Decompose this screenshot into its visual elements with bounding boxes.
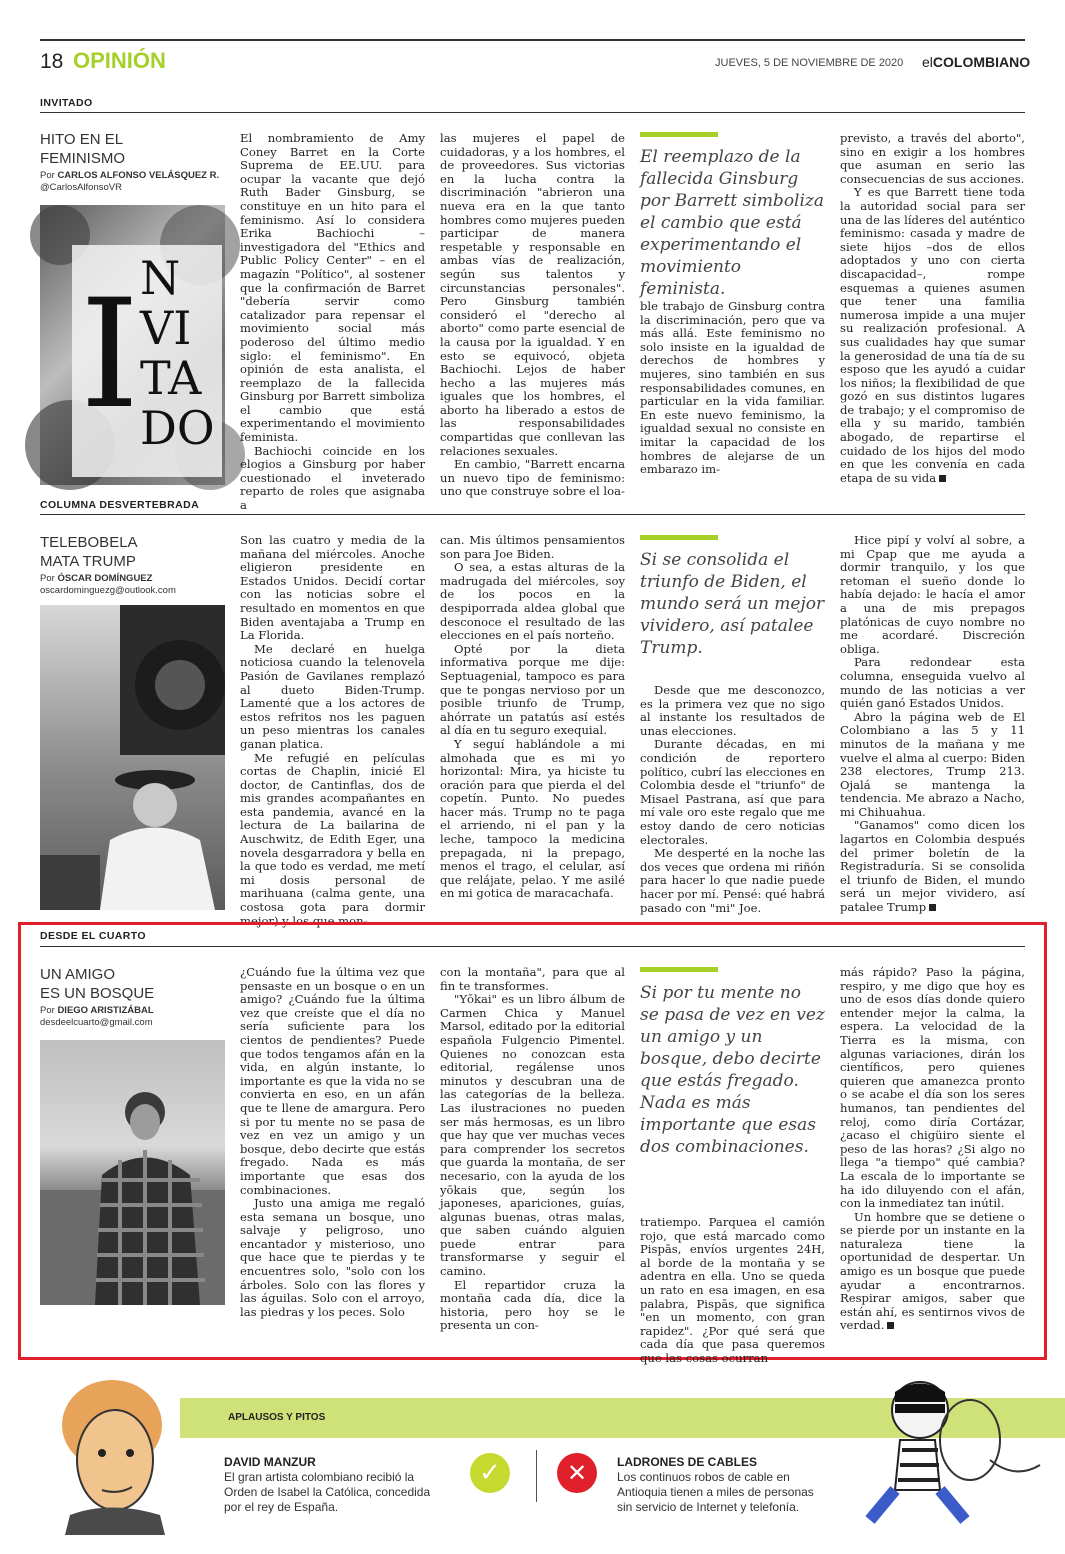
article-column-4 — [840, 534, 1025, 918]
paragraph: Y es que Barrett tiene toda la autoridad social para ser una de las líderes del auténtico feminismo: casada y madre de siete hijos –dos de ellos adoptados y uno con cierta discapacidad–, rompe esquemas a quienes asumen que tener una familia numerosa impide a una mujer su realización profesional. A sus cualidades hay que sumar la generosidad de una tía de su esposo que les ayudó a cuidar los niños; la flexibilidad de que gozó en sus distintos lugares de trabajo; y el compromiso de ella y su marido, también abogado, de repartirse el cuidado de los hijos del modo en que les convenía en cada etapa de su vida — [840, 185, 1025, 485]
cross-icon: ✕ — [557, 1453, 597, 1493]
paragraph: "Ganamos" como dicen los lagartos en Colombia después del primer boletín de la Registraduría. Si se consolida el triunfo de Biden, el mundo será un mejor vividero, así patalee Trump — [840, 818, 1025, 915]
pull-quote: El reemplazo de la fallecida Ginsburg por Barrett simboliza el cambio que está experimentando el movimiento feminista. — [640, 147, 825, 299]
paragraph: tratiempo. Parquea el camión rojo, que está marcado como Pispās, envíos urgentes 24H, al borde de la montaña y se adentra en ella. Uno se queda un rato en esa imagen, en esa palabra, Pispās, que significa "en un momento, con gran rapidez". ¿Por qué será que cada día que pasa queremos que las cosas ocurran — [640, 1215, 825, 1365]
paragraph: ble trabajo de Ginsburg contra la discriminación, pero que va más allá. Este feminismo no solo insiste en la igualdad de derechos de hombres y mujeres, sino también en sus responsabilidades comunes, en particular en la vida familiar. En este nuevo feminismo, la igualdad sexual no consiste en imitar la capacidad de los hombres de alejarse de un embarazo im- — [640, 299, 825, 477]
quote-accent-bar — [640, 967, 718, 972]
aplausos-title: APLAUSOS Y PITOS — [228, 1412, 326, 1423]
end-mark — [939, 475, 946, 482]
paragraph: "Yōkai" es un libro álbum de Carmen Chica y Manuel Marsol, editado por la editorial española Fulgencio Pimentel. Quienes no conozcan esta editorial, regálense unos minutos y descubran una de las categorías de la belleza. Las ilustraciones no pueden ser más hermosas, es un libro que hay que ver muchas veces para comprender los secretos que guarda la montaña, de ser necesario, con la ayuda de los yōkais que, según los japoneses, apariciones, guías, algunas buenas, otras malas, que saben cuándo alguien puede entrar para transformarse y seguir el camino. — [440, 992, 625, 1279]
paragraph: O sea, a estas alturas de la madrugada del miércoles, soy de los pocos en la despiporrada aldea global que desconoce el resultado de las elecciones en el país norteño. — [440, 560, 625, 643]
article-column-4 — [840, 966, 1025, 1344]
badge-line: DO — [140, 401, 215, 455]
quote-accent-bar — [640, 535, 718, 540]
byline — [40, 170, 219, 194]
section-rule — [40, 514, 1025, 515]
article-title — [40, 130, 125, 168]
author-handle: desdeelcuarto@gmail.com — [40, 1017, 153, 1028]
paragraph: can. Mis últimos pensamientos son para Joe Biden. — [440, 533, 625, 561]
title-line: MATA TRUMP — [40, 553, 136, 570]
badge-letters — [140, 253, 215, 453]
article-column-3 — [640, 300, 825, 490]
paragraph: Y seguí hablándole a mi almohada que es mi yo horizontal: Mira, ya hiciste tu oración para que pierda el del copetín. Punto. No puedes hacer más. Trump no te paga el arriendo, ni el pan y la leche, tampoco la medicina prepagada, ni la prepago, menos el trago, el celular, así que relájate, pelao. Y me asilé en mi gotica de maracachafa. — [440, 736, 625, 901]
aplauso-text: El gran artista colombiano recibió la Orden de Isabel la Católica, concedida por el rey de España. — [224, 1470, 431, 1514]
byline — [40, 573, 176, 597]
byline-prefix: Por — [40, 573, 58, 584]
paragraph: previsto, a través del aborto", sino en exigir a los hombres que asuman en serio las consecuencias de sus acciones. — [840, 131, 1025, 186]
paragraph: ¿Cuándo fue la última vez que pensaste en un bosque o en un amigo? ¿Cuándo fue la última vez que creíste que el día no sería suficiente para los cientos de pendientes? Puede que todos tengamos afán en la vida, en algún instante, lo importante es que la vida no se convierta en eso, en un afán que te llene de amargura. Pero si por tu mente no se pasa de vez en vez un amigo y un bosque, debo decirte que estás fregado. Nada es más importante que esas dos combinaciones. — [240, 965, 425, 1197]
page-number: 18 — [40, 50, 64, 73]
article-column-1 — [240, 131, 425, 513]
author-handle: oscardominguezg@outlook.com — [40, 585, 176, 596]
byline — [40, 1005, 154, 1029]
paragraph: Me desperté en la noche las dos veces que ordena mi riñón para hacer lo que nadie puede hacer por mí. Pensé: qué habrá pasado con "mi" Joe. — [640, 846, 825, 915]
end-mark — [929, 904, 936, 911]
title-line: TELEBOBELA — [40, 534, 138, 551]
invitado-badge-image — [40, 205, 225, 485]
author-photo — [40, 605, 225, 910]
quote-accent-bar — [640, 132, 718, 137]
badge-line: VI — [140, 301, 192, 355]
badge-big-letter: I — [80, 268, 140, 442]
section-label-invitado: INVITADO — [40, 97, 93, 109]
article-column-3 — [640, 684, 825, 918]
paragraph: Me declaré en huelga noticiosa cuando la telenovela Pasión de Gavilanes remplazó al dueto Biden-Trump. Lamenté que a los actores de estos refritos nos les paguen un peso mientras los canales ganan platica. — [240, 641, 425, 751]
title-line: ES UN BOSQUE — [40, 985, 155, 1002]
byline-prefix: Por — [40, 1005, 58, 1016]
paragraph: En cambio, "Barrett encarna un nuevo tipo de feminismo: uno que construye sobre el loa- — [440, 457, 625, 499]
paragraph: Un hombre que se detiene o se pierde por un instante en la naturaleza tiene la oportunidad de despertar. Un amigo es un bosque que puede ayudar a encontrarnos. Respirar amigos, saber que están ahí, es sentirnos vivos de verdad. — [840, 1209, 1025, 1333]
badge-line: N — [140, 251, 181, 305]
end-mark — [887, 1322, 894, 1329]
paragraph: Opté por la dieta informativa porque me dije: Septuagenial, tampoco es para que te pongas nervioso por un posible triunfo de Trump, ahórrate un patatús así estés al día en tu seguro exequial. — [440, 641, 625, 738]
section-label-cuarto: DESDE EL CUARTO — [40, 930, 146, 942]
divider — [536, 1450, 537, 1502]
section-label-columna: COLUMNA DESVERTEBRADA — [40, 499, 200, 511]
paragraph: El repartidor cruza la montaña cada día, dice la historia, pero hoy se le presenta un con- — [440, 1277, 625, 1333]
paragraph: más rápido? Paso la página, respiro, y me digo que hoy es uno de esos días donde quiero entender mejor la calma, la espera. La velocidad de la Tierra es la misma, con algunas variaciones, dirán los científicos, pero quienes quieren que amanezca pronto o se acabe el día son los seres humanos, tan pendientes del reloj, como diría Cortázar, ¿acaso el chigüiro siente el peso de las horas? ¿Si algo no llega "a tiempo" qué cambia? La escala de lo importante se ha ido diluyendo con el afán, con la inmediatez tan inútil. — [840, 965, 1025, 1211]
check-icon: ✓ — [470, 1453, 510, 1493]
paragraph: Son las cuatro y media de la mañana del miércoles. Anoche eligieron presidente en Estados Unidos. Decidí cortar con las noticias sobre el resultado en momentos en que Biden aventajaba a Trump en La Florida. — [240, 533, 425, 643]
issue-date: JUEVES, 5 DE NOVIEMBRE DE 2020 — [715, 57, 904, 69]
man-field-portrait-image — [40, 1040, 225, 1305]
paragraph: las mujeres el papel de cuidadoras, y a los hombres, el de proveedores. Sus victorias en la lucha contra la discriminación "abrieron una nueva era en la que tanto hombres como mujeres pueden participar de manera respetable y responsable en ambas vías de realización, según sus talentos y circunstancias personales". Pero Ginsburg también consideró el "derecho al aborto" como parte esencial de la causa por la igualdad. Y en esto se equivocó, objeta Bachiochi. Lejos de haber hecho a las mujeres más iguales que los hombres, el aborto ha liberado a estos de las responsabilidades compartidas que conllevan las relaciones sexuales. — [440, 131, 625, 458]
pito-name: LADRONES DE CABLES — [617, 1455, 758, 1469]
pull-quote: Si se consolida el triunfo de Biden, el mundo será un mejor vividero, así patalee Trump. — [640, 550, 825, 658]
author-name: ÓSCAR DOMÍNGUEZ — [57, 573, 153, 584]
pito-text: Los continuos robos de cable en Antioquia tienen a miles de personas sin servicio de Internet y telefonía. — [617, 1470, 814, 1514]
author-name: DIEGO ARISTIZÁBAL — [57, 1005, 154, 1016]
article-column-1 — [240, 533, 425, 928]
paragraph: Durante décadas, en mi condición de reportero político, cubrí las elecciones en Colombia desde el "triunfo" de Misael Pastrana, así que para mí vale oro este regalo que me estoy dando de cero noticias electorales. — [640, 737, 825, 847]
title-line: FEMINISMO — [40, 150, 125, 167]
article-column-2 — [440, 534, 625, 918]
paragraph: Bachiochi coincide en los elogios a Ginsburg por haber cuestionado el inveterado reparto de roles que asignaba a — [240, 443, 425, 513]
paragraph: Justo una amiga me regaló esta semana un bosque, uno salvaje y peligroso, uno encantador y misterioso, uno que hace que te pierdas y te encuentres solo, "solo con los árboles. Solo con las flores y las águilas. Solo con el arroyo, las piedras y los peces. Solo — [240, 1196, 425, 1319]
author-photo — [40, 1040, 225, 1305]
title-line: UN AMIGO — [40, 966, 116, 983]
top-rule — [40, 39, 1025, 41]
logo-prefix: el — [922, 54, 933, 70]
paragraph: El nombramiento de Amy Coney Barret en la Corte Suprema de EE.UU. para ocupar la vacante que dejó Ruth Bader Ginsburg, se constituye en un hito para el feminismo. Así lo considera Erika Bachiochi – investigadora del "Ethics and Public Policy Center" – en el magazín "Político", al sostener que la confirmación de Barret "debería servir como catalizador para repensar el movimiento social más poderoso del último medio siglo: el feminismo". En opinión de esta analista, el reemplazo de la fallecida Ginsburg por Barrett simboliza el cambio que está experimentando el movimiento feminista. — [240, 131, 425, 445]
article-column-2 — [440, 966, 625, 1344]
pull-quote: Si por tu mente no se pasa de vez en vez un amigo y un bosque, debo decirte que estás fregado. Nada es más importante que esas dos combinaciones. — [640, 983, 825, 1157]
paragraph: Desde que me desconozco, es la primera vez que no sigo al instante los resultados de unas elecciones. — [640, 683, 825, 738]
badge-line: TA — [140, 351, 202, 405]
article-title — [40, 533, 138, 571]
logo-main: COLOMBIANO — [932, 54, 1031, 70]
newspaper-logo — [922, 54, 1030, 70]
man-portrait-image — [40, 605, 225, 910]
caricature-thief-image — [840, 1370, 1045, 1530]
section-title: OPINIÓN — [73, 48, 166, 73]
aplauso-name: DAVID MANZUR — [224, 1455, 316, 1469]
article-column-1 — [240, 966, 425, 1344]
author-handle: @CarlosAlfonsoVR — [40, 182, 122, 193]
paragraph: Me refugié en películas cortas de Chaplin, inicié El doctor, de Cantinflas, dos de mis grandes acompañantes en esta pandemia, avancé en la lectura de La bailarina de Auschwitz, de Edith Eger, una novela desgarradora y bella en la que todo es verdad, me metí mi dosis personal de marihuana (calma gente, una costosa gota para dormir mejor) y los que mon- — [240, 750, 425, 928]
article-column-3 — [640, 1215, 825, 1365]
article-title — [40, 965, 154, 1003]
article-column-4 — [840, 132, 1025, 490]
paragraph: Para redondear esta columna, enseguida vuelvo al mundo de las noticias a ver quién ganó Estados Unidos. — [840, 655, 1025, 711]
section-rule — [40, 112, 1025, 113]
caricature-manzur-image — [40, 1365, 175, 1535]
paragraph: Hice pipí y volví al sobre, a mi Cpap que me ayuda a dormir tranquilo, y los que retoman el sueño donde lo había dejado: le hacía el amor a una de mis prepagos platónicas de cuyo nombre no me acordaré. Discreción obliga. — [840, 533, 1025, 656]
title-line: HITO EN EL — [40, 131, 124, 148]
article-column-2 — [440, 131, 625, 499]
author-name: CARLOS ALFONSO VELÁSQUEZ R. — [57, 170, 220, 181]
paragraph: con la montaña", para que al fin te transformes. — [440, 965, 625, 993]
section-rule — [40, 946, 1025, 947]
paragraph: Abro la página web de El Colombiano a las 5 y 11 minutos de la mañana y me vuelve el alma al cuerpo: Biden 238 electores, Trump 213. Ojalá se mantenga la tendencia. Me abrazo a Nacho, mi Chihuahua. — [840, 709, 1025, 819]
byline-prefix: Por — [40, 170, 58, 181]
